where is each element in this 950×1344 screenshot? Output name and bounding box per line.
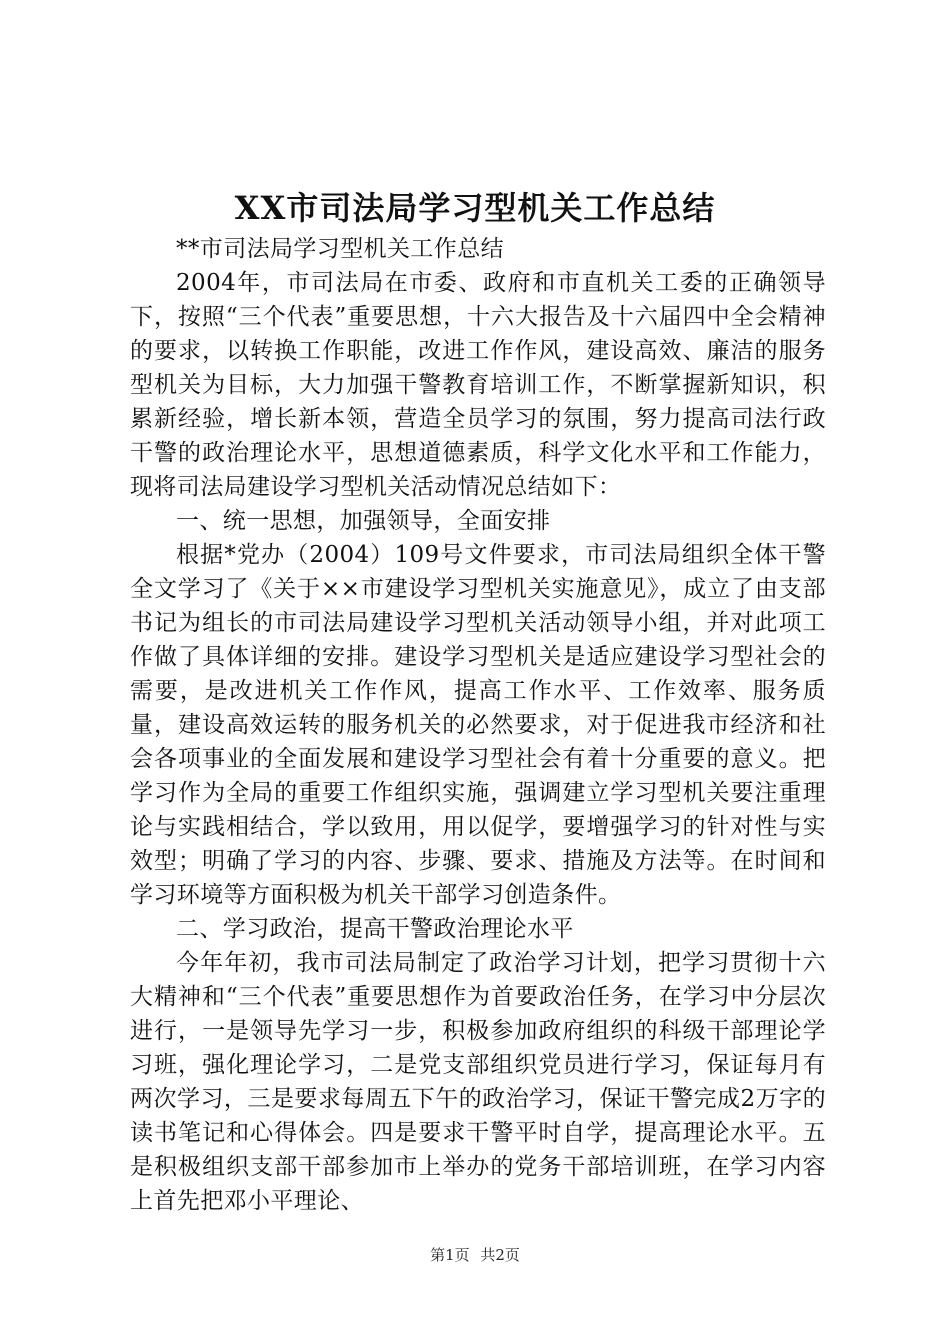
page-number: 第1页 xyxy=(430,1246,470,1264)
section-heading-2: 二、学习政治，提高干警政治理论水平 xyxy=(176,916,574,942)
section-heading-1: 一、统一思想，加强领导，全面安排 xyxy=(176,508,551,534)
document-title: XX市司法局学习型机关工作总结 xyxy=(234,189,716,227)
section-2-paragraph: 今年年初，我市司法局制定了政治学习计划，把学习贯彻十六大精神和“三个代表”重要思想作为首要政治任务，在学习中分层次进行，一是领导先学习一步，积极参加政府组织的科级干部理论学习班，强化理论学习，二是党支部组织党员进行学习，保证每月有两次学习，三是要求每周五下午的政治学习，保证干警完成2万字的读书笔记和心得体会。四是要求干警平时自学，提高理论水平。五是积极组织支部干部参加市上举办的党务干部培训班，在学习内容上首先把邓小平理论、 xyxy=(130,950,826,1214)
intro-paragraph: 2004年，市司法局在市委、政府和市直机关工委的正确领导下，按照“三个代表”重要思想，十六大报告及十六届四中全会精神的要求，以转换工作职能，改进工作作风，建设高效、廉洁的服务型机关为目标，大力加强干警教育培训工作，不断掌握新知识，积累新经验，增长新本领，营造全员学习的氛围，努力提高司法行政干警的政治理论水平，思想道德素质，科学文化水平和工作能力，现将司法局建设学习型机关活动情况总结如下： xyxy=(130,270,826,500)
document-body xyxy=(130,232,826,1218)
page-footer xyxy=(0,1245,950,1265)
document-subtitle: **市司法局学习型机关工作总结 xyxy=(176,236,504,262)
page-total: 共2页 xyxy=(480,1246,520,1264)
section-1-paragraph: 根据*党办（2004）109号文件要求，市司法局组织全体干警全文学习了《关于××市建设学习型机关实施意见》，成立了由支部书记为组长的市司法局建设学习型机关活动领导小组，并对此项工作做了具体详细的安排。建设学习型机关是适应建设学习型社会的需要，是改进机关工作作风，提高工作水平、工作效率、服务质量，建设高效运转的服务机关的必然要求，对于促进我市经济和社会各项事业的全面发展和建设学习型社会有着十分重要的意义。把学习作为全局的重要工作组织实施，强调建立学习型机关要注重理论与实践相结合，学以致用，用以促学，要增强学习的针对性与实效型；明确了学习的内容、步骤、要求、措施及方法等。在时间和学习环境等方面积极为机关干部学习创造条件。 xyxy=(130,542,826,908)
